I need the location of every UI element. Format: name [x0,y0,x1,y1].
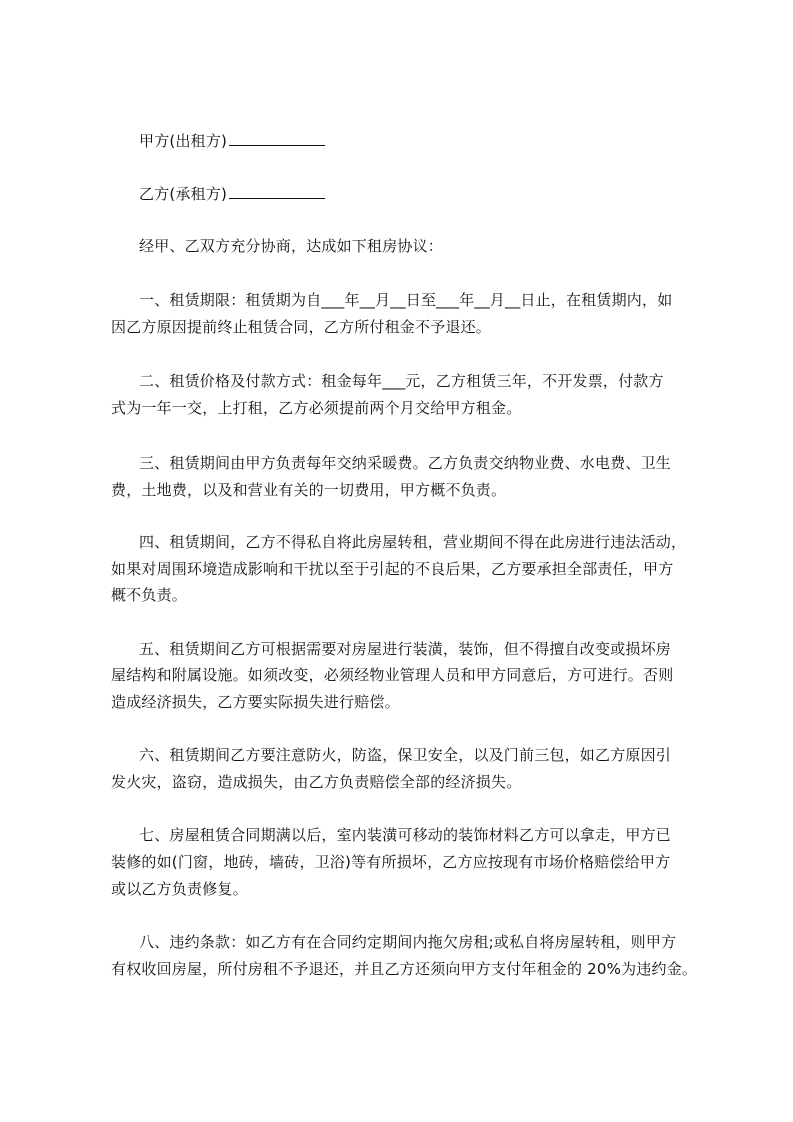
clause-5-line-2: 屋结构和附属设施。如须改变，必须经物业管理人员和甲方同意后，方可进行。否则 [111,666,674,684]
clause-3-line-1: 三、租赁期间由甲方负责每年交纳采暖费。乙方负责交纳物业费、水电费、卫生 [139,454,672,472]
clause-2-line-1: 二、租赁价格及付款方式：租金每年___元，乙方租赁三年，不开发票，付款方 [139,372,664,390]
clause-5-line-3: 造成经济损失，乙方要实际损失进行赔偿。 [111,693,400,711]
clause-5-line-1: 五、租赁期间乙方可根据需要对房屋进行装潢，装饰，但不得擅自改变或损坏房 [139,640,672,658]
clause-7-line-2: 装修的如(门窗，地砖，墙砖，卫浴)等有所损坏，乙方应按现有市场价格赔偿给甲方 [111,853,671,871]
clause-4-line-1: 四、租赁期间，乙方不得私自将此房屋转租，营业期间不得在此房进行违法活动， [139,533,687,551]
clause-8-line-1: 八、违约条款：如乙方有在合同约定期间内拖欠房租;或私自将房屋转租，则甲方 [139,933,677,951]
party-a-line [111,128,739,154]
party-b-label: 乙方(承租方) [139,185,228,203]
clause-1-line-1: 一、租赁期限：租赁期为自___年__月__日至___年__月__日止，在租赁期内，如 [139,291,673,309]
clause-6-line-2: 发火灾，盗窃，造成损失，由乙方负责赔偿全部的经济损失。 [111,773,522,791]
clause-2-line-2: 式为一年一交，上打租，乙方必须提前两个月交给甲方租金。 [111,399,522,417]
party-b-blank [229,184,325,199]
clause-6-line-1: 六、租赁期间乙方要注意防火，防盗，保卫安全，以及门前三包，如乙方原因引 [139,746,672,764]
clause-7-line-1: 七、房屋租赁合同期满以后，室内装潢可移动的装饰材料乙方可以拿走，甲方已 [139,826,672,844]
clause-8-line-2: 有权收回房屋，所付房租不予退还，并且乙方还须向甲方支付年租金的 20%为违约金。 [111,960,698,978]
party-a-blank [229,131,325,146]
intro-text: 经甲、乙双方充分协商，达成如下租房协议： [139,237,444,255]
clause-7-line-3: 或以乙方负责修复。 [111,880,248,898]
clause-3-line-2: 费，土地费，以及和营业有关的一切费用，甲方概不负责。 [111,481,507,499]
party-a-label: 甲方(出租方) [139,132,228,150]
clause-1-line-2: 因乙方原因提前终止租赁合同，乙方所付租金不予退还。 [111,318,492,336]
clause-4-line-3: 概不负责。 [111,586,188,604]
party-b-line [111,181,739,207]
clause-4-line-2: 如果对周围环境造成影响和干扰以至于引起的不良后果，乙方要承担全部责任，甲方 [111,560,674,578]
